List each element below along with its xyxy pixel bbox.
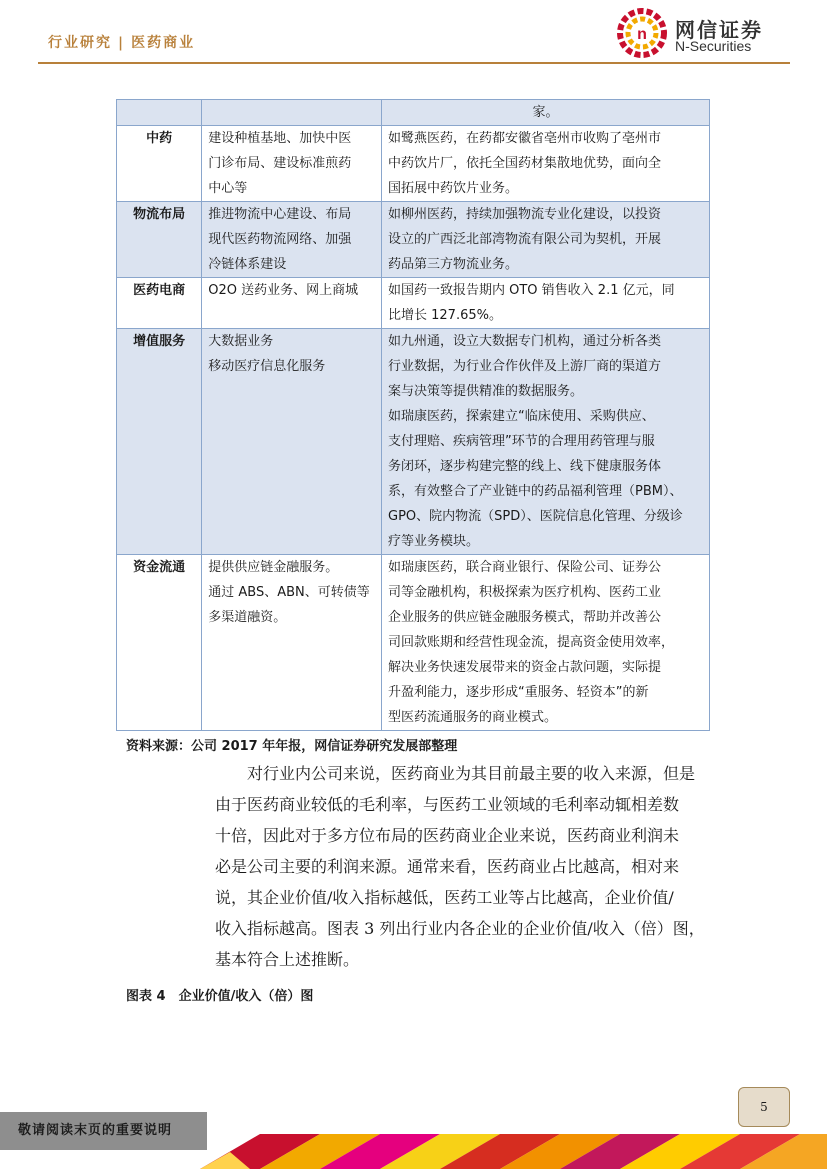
measure-line: 现代医药物流网络、加强 (208, 232, 352, 247)
measure-line: 通过 ABS、ABN、可转债等 (208, 585, 370, 600)
row-measures (202, 126, 382, 202)
case-line: 中药饮片厂，依托全国药材集散地优势，面向全 (388, 156, 662, 171)
measure-line: 推进物流中心建设、布局 (208, 207, 352, 222)
case-line: 如瑞康医药，探索建立“临床使用、采购供应、 (388, 409, 655, 424)
measure-line: O2O 送药业务、网上商城 (208, 283, 359, 298)
case-line: 如柳州医药，持续加强物流专业化建设，以投资 (388, 207, 662, 222)
row-measures (202, 555, 382, 731)
case-line: 解决业务快速发展带来的资金占款问题，实际提 (388, 660, 662, 675)
row-category: 中药 (117, 126, 202, 202)
case-line: 司回款账期和经营性现金流，提高资金使用效率， (388, 635, 675, 650)
row-measures (202, 100, 382, 126)
case-line: 案与决策等提供精准的数据服务。 (388, 384, 584, 399)
measure-line: 提供供应链金融服务。 (208, 560, 339, 575)
svg-text:n: n (637, 26, 647, 43)
header-section: 行业研究 (48, 35, 112, 51)
header-divider (38, 62, 790, 64)
measure-line: 门诊布局、建设标准煎药 (208, 156, 352, 171)
case-line: 支付理赔、疾病管理”环节的合理用药管理与服 (388, 434, 655, 449)
measure-line: 大数据业务 (208, 334, 274, 349)
case-line: 家。 (532, 105, 559, 120)
case-line: 如国药一致报告期内 OTO 销售收入 2.1 亿元，同 (388, 283, 675, 298)
row-category (117, 100, 202, 126)
measure-line: 中心等 (208, 181, 248, 196)
case-line: 升盈利能力，逐步形成“重服务、轻资本”的新 (388, 685, 649, 700)
body-line: 收入指标越高。图表 3 列出行业内各企业的企业价值/收入（倍）图， (215, 919, 705, 938)
case-line: 如瑞康医药，联合商业银行、保险公司、证券公 (388, 560, 662, 575)
n-securities-logo-icon (617, 8, 667, 58)
row-cases (382, 555, 710, 731)
case-line: 如九州通，设立大数据专门机构，通过分析各类 (388, 334, 662, 349)
row-cases (382, 202, 710, 278)
logo-chinese-name: 网信证券 (675, 18, 763, 42)
row-measures (202, 202, 382, 278)
row-cases (382, 329, 710, 555)
row-measures (202, 329, 382, 555)
header-breadcrumb: 行业研究 | 医药商业 (48, 35, 196, 51)
case-line: 如鹭燕医药，在药都安徽省亳州市收购了亳州市 (388, 131, 662, 146)
body-paragraph (215, 758, 705, 975)
body-line: 十倍，因此对于多方位布局的医药商业企业来说，医药商业利润未 (215, 826, 680, 845)
case-line: 企业服务的供应链金融服务模式，帮助并改善公 (388, 610, 662, 625)
body-line: 必是公司主要的利润来源。通常来看，医药商业占比越高，相对来 (215, 857, 680, 876)
header-sector: 医药商业 (131, 35, 196, 51)
measure-line: 冷链体系建设 (208, 257, 287, 272)
table-row (117, 202, 710, 278)
case-line: 比增长 127.65%。 (388, 308, 502, 323)
case-line: 司等金融机构，积极探索为医疗机构、医药工业 (388, 585, 662, 600)
case-line: 务闭环，逐步构建完整的线上、线下健康服务体 (388, 459, 662, 474)
case-line: 行业数据，为行业合作伙伴及上游厂商的渠道方 (388, 359, 662, 374)
row-cases (382, 126, 710, 202)
body-line: 由于医药商业较低的毛利率，与医药工业领域的毛利率动辄相差数 (215, 795, 680, 814)
row-category: 医药电商 (117, 278, 202, 329)
body-line: 基本符合上述推断。 (215, 950, 360, 969)
table-row (117, 100, 710, 126)
case-line: 设立的广西泛北部湾物流有限公司为契机，开展 (388, 232, 662, 247)
row-cases (382, 278, 710, 329)
row-category: 增值服务 (117, 329, 202, 555)
company-logo (617, 8, 787, 60)
case-line: 型医药流通服务的商业模式。 (388, 710, 558, 725)
business-model-table (116, 99, 710, 731)
table-row (117, 329, 710, 555)
page-number: 5 (738, 1087, 790, 1127)
logo-english-name: N-Securities (675, 38, 752, 54)
row-category: 物流布局 (117, 202, 202, 278)
row-category: 资金流通 (117, 555, 202, 731)
body-line: 对行业内公司来说，医药商业为其目前最主要的收入来源，但是 (247, 764, 696, 783)
row-cases (382, 100, 710, 126)
measure-line: 移动医疗信息化服务 (208, 359, 326, 374)
case-line: 药品第三方物流业务。 (388, 257, 519, 272)
body-line: 说，其企业价值/收入指标越低，医药工业等占比越高，企业价值/ (215, 888, 674, 907)
measure-line: 多渠道融资。 (208, 610, 287, 625)
table-row (117, 278, 710, 329)
figure-caption: 图表 4 企业价值/收入（倍）图 (126, 989, 314, 1004)
case-line: GPO、院内物流（SPD）、医院信息化管理、分级诊 (388, 509, 683, 524)
case-line: 国拓展中药饮片业务。 (388, 181, 519, 196)
row-measures (202, 278, 382, 329)
footer-disclaimer-note: 敬请阅读末页的重要说明 (0, 1112, 207, 1150)
table-row (117, 555, 710, 731)
case-line: 疗等业务模块。 (388, 534, 480, 549)
table-source: 资料来源：公司 2017 年年报，网信证券研究发展部整理 (126, 739, 458, 754)
table-row (117, 126, 710, 202)
measure-line: 建设种植基地、加快中医 (208, 131, 352, 146)
case-line: 系，有效整合了产业链中的药品福利管理（PBM）、 (388, 484, 683, 499)
